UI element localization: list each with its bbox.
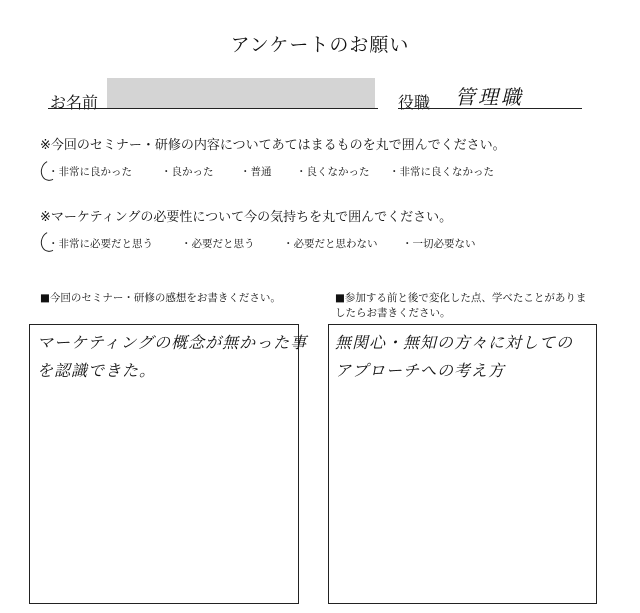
q2-option-not-at-all[interactable]: ・一切必要ない xyxy=(402,238,476,250)
role-underline xyxy=(398,108,582,109)
question1-text: ※今回のセミナー・研修の内容についてあてはまるものを丸で囲んでください。 xyxy=(40,138,506,153)
q1-option-very-good[interactable]: ・非常に良かった xyxy=(48,166,132,178)
question2-text: ※マーケティングの必要性について今の気持ちを丸で囲んでください。 xyxy=(40,210,453,225)
name-label: お名前 xyxy=(50,93,99,112)
form-title: アンケートのお願い xyxy=(230,34,410,56)
name-underline xyxy=(48,108,378,109)
section2-answer-handwritten: 無関心・無知の方々に対しての アプローチへの考え方 xyxy=(335,333,574,380)
section1-prompt: ■今回のセミナー・研修の感想をお書きください。 xyxy=(40,292,281,304)
q2-option-very-necessary[interactable]: ・非常に必要だと思う xyxy=(48,238,153,250)
q1-option-very-bad[interactable]: ・非常に良くなかった xyxy=(389,166,494,178)
q1-option-good[interactable]: ・良かった xyxy=(161,166,214,178)
q2-option-necessary[interactable]: ・必要だと思う xyxy=(181,238,255,250)
q1-option-normal[interactable]: ・普通 xyxy=(240,166,272,178)
section2-prompt: ■参加する前と後で変化した点、学べたことがありましたらお書きください。 xyxy=(335,292,587,319)
section1-answer-handwritten: マーケティングの概念が無かった事 を認識できた。 xyxy=(37,333,308,380)
q1-option-not-good[interactable]: ・良くなかった xyxy=(296,166,370,178)
role-value-handwritten: 管理職 xyxy=(455,85,524,109)
name-redaction xyxy=(107,78,375,109)
role-label: 役職 xyxy=(398,93,431,112)
q2-option-not-necessary[interactable]: ・必要だと思わない xyxy=(283,238,378,250)
